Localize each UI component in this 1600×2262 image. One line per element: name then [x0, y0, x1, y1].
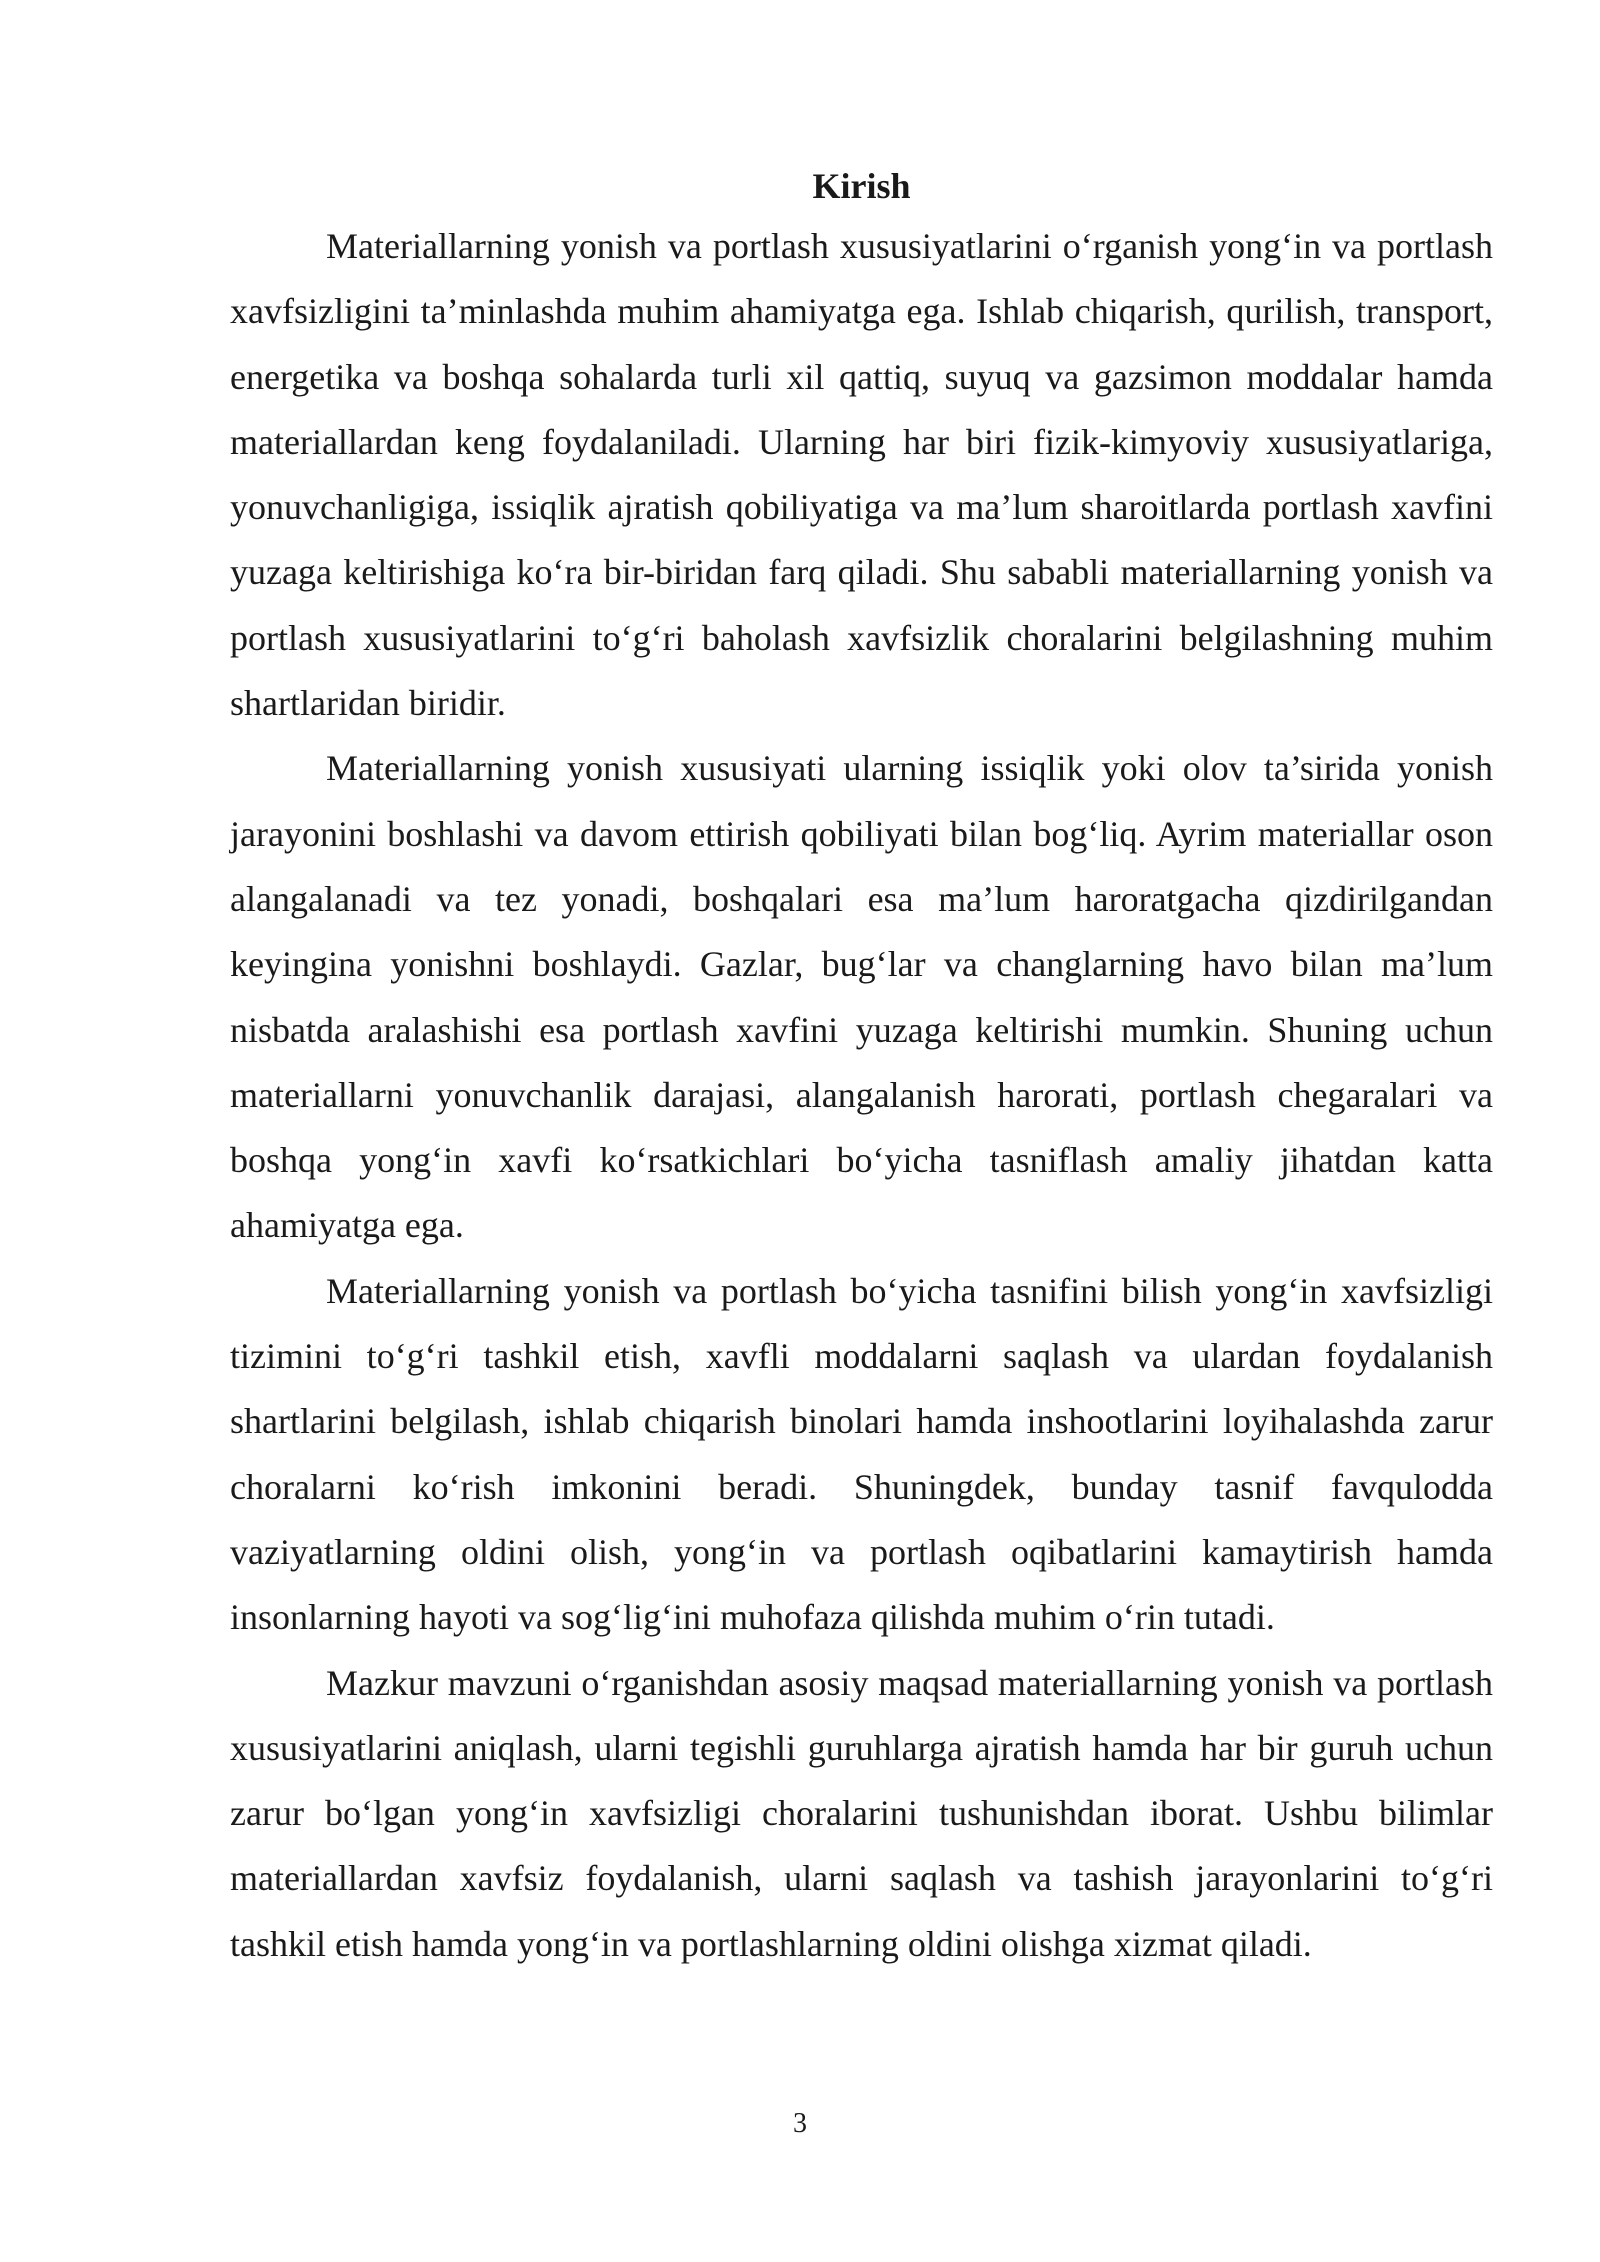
paragraph-3: Materiallarning yonish va portlash bo‘yicha tasnifini bilish yong‘in xavfsizligi tizimini to‘g‘ri tashkil etish, xavfli moddalarni saqlash va ulardan foydalanish shartlarini belgilash, ishlab chiqarish binolari hamda inshootlarini loyihalashda zarur choralarni ko‘rish imkonini beradi. Shuningdek, bunday tasnif favqulodda vaziyatlarning oldini olish, yong‘in va portlash oqibatlarini kamaytirish hamda insonlarning hayoti va sog‘lig‘ini muhofaza qilishda muhim o‘rin tutadi. [230, 1270, 1493, 1638]
paragraph-4: Mazkur mavzuni o‘rganishdan asosiy maqsad materiallarning yonish va portlash xususiyatlarini aniqlash, ularni tegishli guruhlarga ajratish hamda har bir guruh uchun zarur bo‘lgan yong‘in xavfsizligi choralarini tushunishdan iborat. Ushbu bilimlar materiallardan xavfsiz foydalanish, ularni saqlash va tashish jarayonlarini to‘g‘ri tashkil etish hamda yong‘in va portlashlarning oldini olishga xizmat qiladi. [230, 1662, 1493, 1964]
page-number: 3 [793, 2108, 807, 2139]
paragraph-1: Materiallarning yonish va portlash xususiyatlarini o‘rganish yong‘in va portlash xavfsizligini ta’minlashda muhim ahamiyatga ega. Ishlab chiqarish, qurilish, transport, energetika va boshqa sohalarda turli xil qattiq, suyuq va gazsimon moddalar hamda materiallardan keng foydalaniladi. Ularning har biri fizik-kimyoviy xususiyatlariga, yonuvchanligiga, issiqlik ajratish qobiliyatiga va ma’lum sharoitlarda portlash xavfini yuzaga keltirishiga ko‘ra bir-biridan farq qiladi. Shu sababli materiallarning yonish va portlash xususiyatlarini to‘g‘ri baholash xavfsizlik choralarini belgilashning muhim shartlaridan biridir. [230, 226, 1493, 724]
page-content [230, 158, 1493, 1977]
section-title: Kirish [812, 166, 911, 206]
paragraph-2: Materiallarning yonish xususiyati ularning issiqlik yoki olov ta’sirida yonish jarayonini boshlashi va davom ettirish qobiliyati bilan bog‘liq. Ayrim materiallar oson alangalanadi va tez yonadi, boshqalari esa ma’lum haroratgacha qizdirilgandan keyingina yonishni boshlaydi. Gazlar, bug‘lar va changlarning havo bilan ma’lum nisbatda aralashishi esa portlash xavfini yuzaga keltirishi mumkin. Shuning uchun materiallarni yonuvchanlik darajasi, alangalanish harorati, portlash chegaralari va boshqa yong‘in xavfi ko‘rsatkichlari bo‘yicha tasniflash amaliy jihatdan katta ahamiyatga ega. [230, 748, 1493, 1246]
